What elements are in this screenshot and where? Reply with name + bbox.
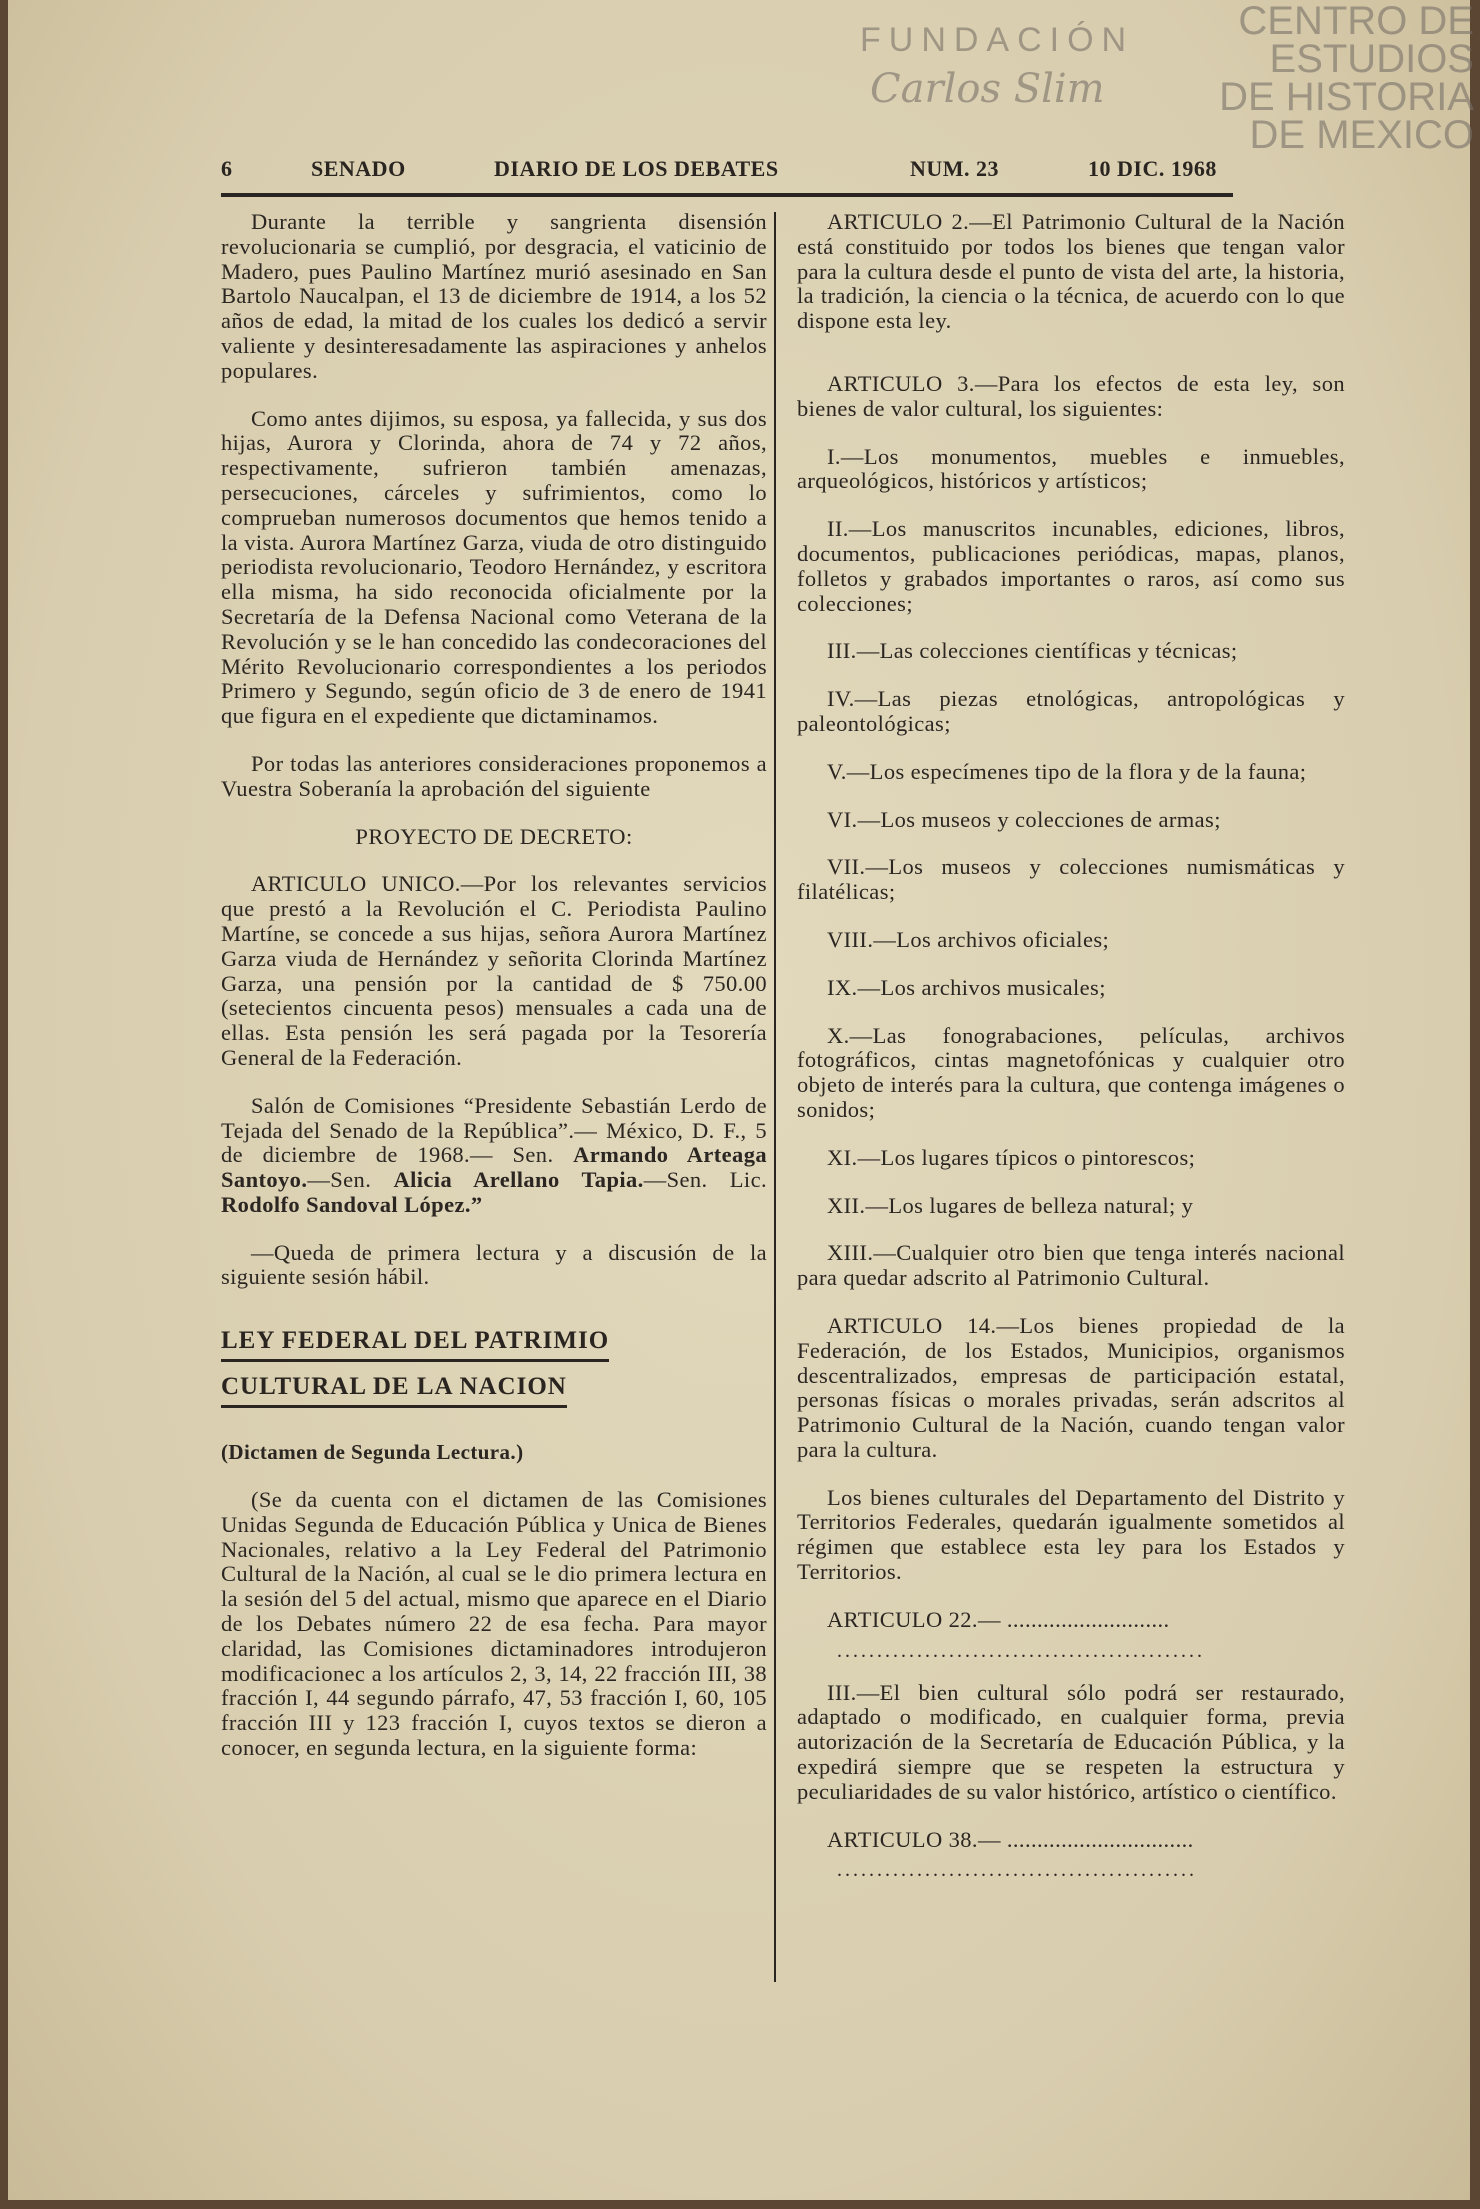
paragraph: Como antes dijimos, su esposa, ya fallecida, y sus dos hijas, Aurora y Clorinda, ahora de 74 y 72 años, respectivamente, sufrieron también amenazas, persecuciones, cárceles y sufrimientos, como lo comprueban numerosos documentos que hemos tenido a la vista. Aurora Martínez Garza, viuda de otro distinguido periodista revolucionario, Teodoro Hernández, y escritora ella misma, ha sido reconocida oficialmente por la Secretaría de la Defensa Nacional como Veterana de la Revolución y se le han concedido las condecoraciones del Mérito Revolucionario correspondientes a los periodos Primero y Segundo, según oficio de 3 de enero de 1941 que figura en el expediente que dictaminamos. (221, 405, 767, 729)
senator-name: Armando Arteaga Santoyo. (221, 1142, 767, 1193)
paragraph: (Se da cuenta con el dictamen de las Comisiones Unidas Segunda de Educación Pública y Unica de Bienes Nacionales, relativo a la Ley Federal del Patrimonio Cultural de la Nación, al cual se le dio primera lectura en la sesión del 5 del actual, mismo que aparece en el Diario de los Debates número 22 de esa fecha. Para mayor claridad, las Comisiones dictaminadores introdujeron modificacionec a los artículos 2, 3, 14, 22 fracción III, 38 fracción I, 44 segundo párrafo, 47, 53 fracción I, 60, 105 fracción III y 123 fracción I, cuyos textos se dieron a conocer, en segunda lectura, en la siguiente forma: (221, 1487, 767, 1761)
fraction: X.—Las fonograbaciones, películas, archivos fotográficos, cintas magnetofónicas y cualquier otro objeto de interés para la cultura, que contenga imágenes o sonidos; (797, 1022, 1345, 1122)
fraction: VII.—Los museos y colecciones numismáticas y filatélicas; (797, 854, 1345, 905)
right-column (797, 210, 1345, 1900)
watermark (0, 0, 1480, 156)
issue-number: NUM. 23 (910, 156, 1000, 181)
publication-title: DIARIO DE LOS DEBATES (494, 156, 779, 181)
section-title: LEY FEDERAL DEL PATRIMIO (221, 1326, 609, 1362)
watermark-line: ESTUDIOS (1269, 37, 1474, 81)
signature-paragraph (221, 1094, 767, 1218)
column-divider (774, 212, 776, 1982)
article-2: ARTICULO 2.—El Patrimonio Cultural de la Nación está constituido por todos los bienes que tengan valor para la cultura desde el punto de vista del arte, la historia, la tradición, la ciencia o la técnica, de acuerdo con lo que dispone esta ley. (797, 209, 1345, 334)
text: Salón de Comisiones “Presidente Sebastián Lerdo de Tejada del Senado de la República”.— México, D. F., 5 de diciembre de 1968.— Sen. (221, 1092, 767, 1168)
fraction: III.—El bien cultural sólo podrá ser restaurado, adaptado o modificado, en cualquier forma, previa autorización de la Secretaría de Educación Pública, y la expedirá siempre que se respeten la estructura y peculiaridades de su valor histórico, artístico o científico. (797, 1679, 1345, 1804)
fraction: XIII.—Cualquier otro bien que tenga interés nacional para quedar adscrito al Patrimonio Cultural. (797, 1240, 1345, 1291)
fraction: II.—Los manuscritos incunables, ediciones, libros, documentos, publicaciones periódicas, mapas, planos, folletos y grabados importantes o raros, así como sus colecciones; (797, 516, 1345, 616)
fraction: I.—Los monumentos, muebles e inmuebles, arqueológicos, históricos y artísticos; (797, 443, 1345, 494)
fraction: V.—Los especímenes tipo de la flora y de la fauna; (827, 758, 1307, 784)
decree-heading: PROYECTO DE DECRETO: (355, 823, 633, 849)
watermark-signature: Carlos Slim (870, 66, 1105, 112)
fraction: VIII.—Los archivos oficiales; (827, 926, 1110, 952)
header-rule (221, 193, 1233, 197)
issue-date: 10 DIC. 1968 (1088, 156, 1217, 181)
text: —Sen. Lic. (643, 1167, 767, 1193)
fraction: IV.—Las piezas etnológicas, antropológicas y paleontológicas; (797, 686, 1345, 736)
section-title: CULTURAL DE LA NACION (221, 1372, 567, 1408)
paragraph: ARTICULO UNICO.—Por los relevantes servicios que prestó a la Revolución el C. Periodista Paulino Martíne, se concede a sus hijas, señora Aurora Martínez Garza viuda de Hernández y señorita Clorinda Martínez Garza, una pensión por la cantidad de $ 750.00 (setecientos cincuenta pesos) mensuales a cada una de ellas. Esta pensión les será pagada por la Tesorería General de la Federación. (221, 871, 767, 1070)
ellipsis-line: .............................................. (837, 1639, 1205, 1662)
watermark-line: CENTRO DE (1238, 0, 1474, 43)
fraction: VI.—Los museos y colecciones de armas; (827, 806, 1221, 832)
article-3: ARTICULO 3.—Para los efectos de esta ley, son bienes de valor cultural, los siguientes: (797, 370, 1345, 421)
article-14: ARTICULO 14.—Los bienes propiedad de la Federación, de los Estados, Municipios, organismos descentralizados, empresas de participación estatal, personas físicas o morales privadas, serán adscritos al Patrimonio Cultural de la Nación, cuando tengan valor para la cultura. (797, 1312, 1345, 1462)
paragraph: Los bienes culturales del Departamento del Distrito y Territorios Federales, quedarán igualmente sometidos al régimen que establece esta ley para los Estados y Territorios. (797, 1484, 1345, 1585)
section-title-block (221, 1326, 767, 1418)
article-22: ARTICULO 22.— ........................... (827, 1606, 1170, 1632)
text: —Sen. (307, 1167, 394, 1193)
paragraph: Durante la terrible y sangrienta disensión revolucionaria se cumplió, por desgracia, el vaticinio de Madero, pues Paulino Martínez murió asesinado en San Bartolo Naucalpan, el 13 de diciembre de 1914, a los 52 años de edad, la mitad de los cuales los dedicó a servir valiente y desinteresadamente las aspiraciones y anhelos populares. (221, 209, 767, 383)
watermark-line: DE MEXICO (1249, 113, 1474, 157)
fraction: IX.—Los archivos musicales; (827, 974, 1106, 1000)
subtitle: (Dictamen de Segunda Lectura.) (221, 1440, 524, 1465)
paragraph: Por todas las anteriores consideraciones proponemos a Vuestra Soberanía la aprobación del siguiente (221, 750, 767, 801)
ellipsis-line: ............................................. (837, 1859, 1197, 1882)
page-number: 6 (221, 156, 233, 181)
fraction: XI.—Los lugares típicos o pintorescos; (827, 1144, 1196, 1170)
chamber-label: SENADO (311, 156, 406, 181)
senator-name: Rodolfo Sandoval López.” (221, 1191, 483, 1217)
fraction: III.—Las colecciones científicas y técnicas; (827, 638, 1238, 664)
fraction: XII.—Los lugares de belleza natural; y (827, 1192, 1194, 1218)
paragraph: —Queda de primera lectura y a discusión de la siguiente sesión hábil. (221, 1239, 767, 1290)
watermark-line: DE HISTORIA (1219, 75, 1474, 119)
watermark-line: FUNDACIÓN (860, 21, 1135, 59)
senator-name: Alicia Arellano Tapia. (393, 1167, 644, 1193)
left-column (221, 210, 767, 1784)
article-38: ARTICULO 38.— ............................... (827, 1826, 1194, 1852)
